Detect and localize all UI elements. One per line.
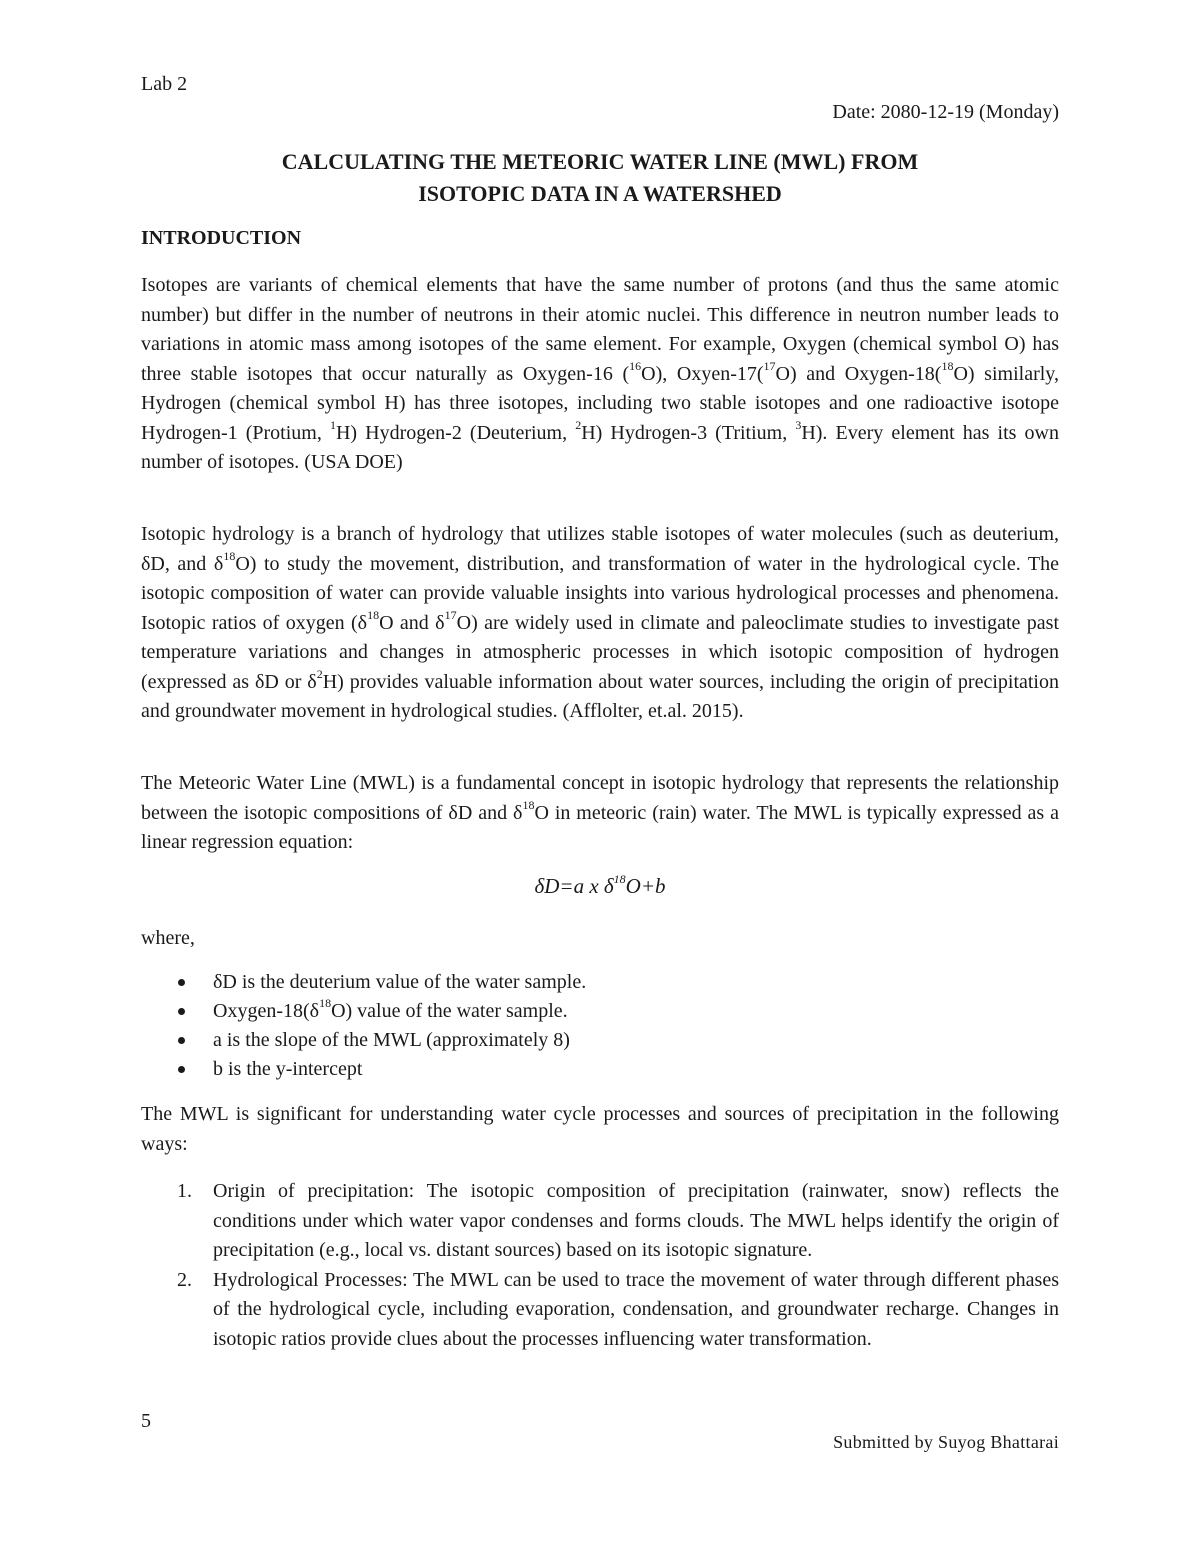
superscript: 2: [575, 417, 582, 432]
paragraph-significance: The MWL is significant for understanding water cycle processes and sources of precipitation in the following ways:: [141, 1103, 1059, 1155]
superscript: 18: [941, 358, 954, 373]
date-label: Date: 2080-12-19 (Monday): [832, 101, 1059, 123]
numbered-item: [141, 1177, 1059, 1266]
superscript: 18: [223, 548, 236, 563]
significance-list: [141, 1177, 1059, 1354]
bullet-icon: [178, 1008, 185, 1015]
where-label: where,: [141, 927, 195, 949]
list-item: [141, 1055, 586, 1084]
superscript: 18: [522, 797, 535, 812]
equation-left: δD=a x δ: [534, 874, 614, 898]
text-run: O), Oxyen-17(: [641, 362, 764, 385]
list-item-text: δD is the deuterium value of the water sample.: [213, 971, 587, 993]
mwl-equation: [141, 874, 1059, 899]
list-item: [141, 968, 586, 997]
superscript: 17: [763, 358, 776, 373]
submitted-by: Submitted by Suyog Bhattarai: [833, 1432, 1059, 1452]
text-run: Isotopes are variants of chemical elements that have the same number of protons (and thus the same atomic number) but differ in the number of neutrons in their atomic nuclei. This difference in neutron number leads to variations in atomic mass among isotopes of the same element. For example, Oxygen (chemical symbol O) has three stable isotopes that occur naturally as Oxygen-16 (: [141, 274, 1059, 385]
text-run: O and δ: [379, 611, 445, 634]
list-item: [141, 1026, 586, 1055]
item-number: 2.: [177, 1268, 192, 1291]
superscript: 18: [367, 607, 380, 622]
text-run: O) and Oxygen-18(: [775, 362, 942, 385]
title-line-1: CALCULATING THE METEORIC WATER LINE (MWL) FROM: [281, 149, 919, 174]
item-number: 1.: [177, 1180, 192, 1202]
numbered-item-text: Hydrological Processes: The MWL can be used to trace the movement of water through different phases of the hydrological cycle, including evaporation, condensation, and groundwater recharge. Changes in isotopic ratios provide clues about the processes influencing water transformation.: [213, 1268, 1059, 1350]
superscript: 17: [444, 607, 457, 622]
equation-superscript: 18: [613, 872, 626, 886]
list-item-text: Oxygen-18(δ: [213, 1000, 320, 1022]
paragraph-isotopes: [141, 271, 1059, 478]
text-run: H) Hydrogen-2 (Deuterium,: [335, 421, 576, 444]
bullet-icon: [178, 979, 185, 986]
text-run: The Meteoric Water Line (MWL) is a fundamental concept in isotopic hydrology that represents the relationship between the isotopic compositions of δD and δ: [141, 772, 1059, 824]
bullet-icon: [178, 1066, 185, 1073]
title-line-2: ISOTOPIC DATA IN A WATERSHED: [418, 181, 782, 206]
document-page: [141, 0, 1059, 1553]
text-run: O in meteoric (rain) water. The MWL is typically expressed as a linear regression equation:: [141, 801, 1059, 853]
superscript: 1: [329, 417, 336, 432]
equation-right: O+b: [625, 874, 666, 898]
text-run: O) similarly, Hydrogen (chemical symbol H) has three isotopes, including two stable isotopes and one radioactive isotope Hydrogen-1 (Protium,: [141, 362, 1059, 444]
page-number: 5: [141, 1410, 151, 1432]
text-run: Isotopic hydrology is a branch of hydrology that utilizes stable isotopes of water molecules (such as deuterium, δD, and δ: [141, 523, 1059, 575]
text-run: O) to study the movement, distribution, and transformation of water in the hydrological cycle. The isotopic composition of water can provide valuable insights into various hydrological processes and phenomena. Isotopic ratios of oxygen (δ: [141, 552, 1060, 634]
list-item-text: a is the slope of the MWL (approximately 8): [213, 1029, 570, 1051]
definition-list: [141, 968, 586, 1084]
numbered-item-text: Origin of precipitation: The isotopic composition of precipitation (rainwater, snow) reflects the conditions under which water vapor condenses and forms clouds. The MWL helps identify the origin of precipitation (e.g., local vs. distant sources) based on its isotopic signature.: [213, 1180, 1059, 1261]
superscript: 3: [795, 417, 802, 432]
bullet-icon: [178, 1037, 185, 1044]
text-run: O) are widely used in climate and paleoclimate studies to investigate past temperature variations and changes in atmospheric processes in which isotopic composition of hydrogen (expressed as δD or δ: [141, 611, 1060, 693]
text-run: H) provides valuable information about water sources, including the origin of precipitation and groundwater movement in hydrological studies. (Afflolter, et.al. 2015).: [141, 670, 1059, 722]
text-run: H). Every element has its own number of isotopes. (USA DOE): [141, 421, 1059, 473]
document-title: [141, 146, 1059, 210]
list-item: [141, 997, 586, 1026]
superscript: 18: [319, 996, 332, 1011]
text-run: H) Hydrogen-3 (Tritium,: [581, 421, 796, 444]
superscript: 2: [316, 666, 323, 681]
paragraph-isotopic-hydrology: [141, 520, 1059, 727]
paragraph-mwl: [141, 769, 1059, 858]
section-heading: INTRODUCTION: [141, 227, 302, 249]
superscript: 16: [629, 358, 642, 373]
lab-label: Lab 2: [141, 73, 188, 95]
numbered-item: [141, 1266, 1059, 1355]
list-item-text: b is the y-intercept: [213, 1058, 363, 1080]
list-item-text: O) value of the water sample.: [331, 1000, 568, 1022]
